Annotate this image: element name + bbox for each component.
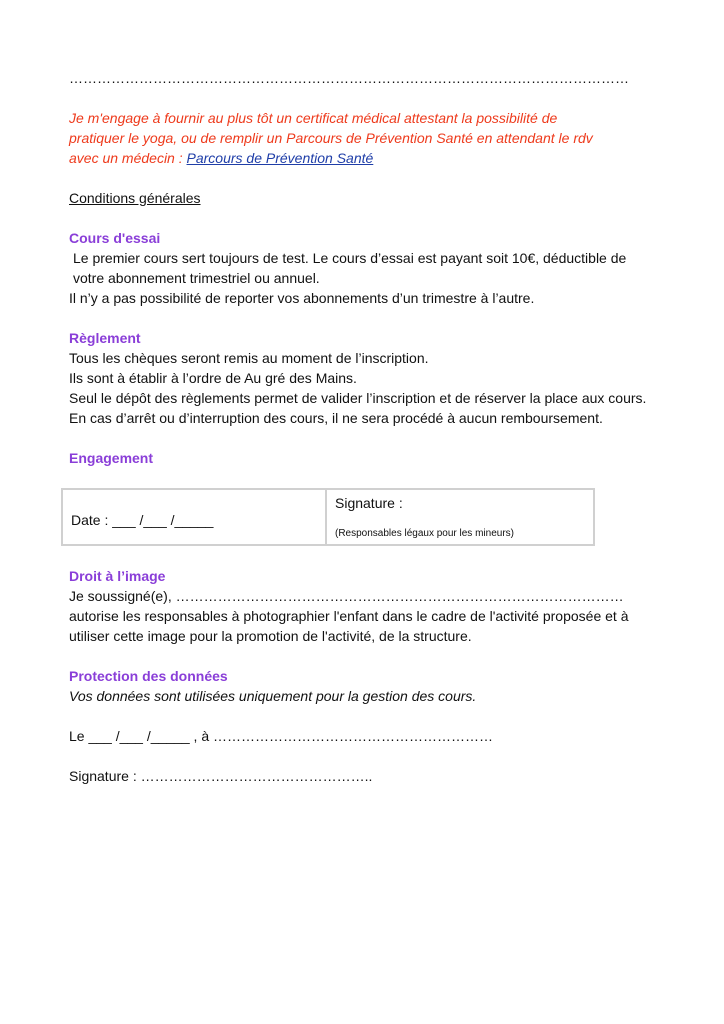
protection-text: Vos données sont utilisées uniquement pour la gestion des cours. bbox=[69, 688, 477, 704]
cours-essai-line-2: Il n’y a pas possibilité de reporter vos abonnements d’un trimestre à l’autre. bbox=[69, 290, 535, 306]
medical-certificate-notice bbox=[69, 108, 614, 168]
signature-note: (Responsables légaux pour les mineurs) bbox=[335, 528, 514, 539]
droit-image-heading: Droit à l’image bbox=[69, 568, 166, 584]
cours-essai-line-1: Le premier cours sert toujours de test. Le cours d’essai est payant soit 10€, déductible de votre abonnement trimestriel ou annuel. bbox=[73, 250, 627, 286]
notice-text: Je m'engage à fournir au plus tôt un certificat médical attestant la possibilité de pratiquer le yoga, ou de remplir un Parcours de Prévention Santé en attendant le rdv avec un médecin : bbox=[69, 110, 593, 166]
signature-field[interactable] bbox=[326, 489, 594, 545]
reglement-line-2: Ils sont à établir à l’ordre de Au gré des Mains. bbox=[69, 370, 357, 386]
reglement-line-3: Seul le dépôt des règlements permet de valider l’inscription et de réserver la place aux cours. bbox=[69, 390, 647, 406]
droit-image-line-2: autorise les responsables à photographier l'enfant dans le cadre de l'activité proposée et à utiliser cette image pour la promotion de l'activité, de la structure. bbox=[69, 608, 629, 644]
conditions-title: Conditions générales bbox=[69, 190, 201, 206]
dotted-fill-line: ………………………………………………………………………………………………………… bbox=[69, 70, 629, 86]
date-field[interactable] bbox=[62, 489, 326, 545]
document-page bbox=[69, 68, 659, 786]
signature-label: Signature : bbox=[335, 495, 403, 511]
engagement-table bbox=[61, 488, 595, 546]
date-place-line: Le ___ /___ /_____ , à …………………………………………………… bbox=[69, 728, 494, 744]
protection-heading: Protection des données bbox=[69, 668, 228, 684]
reglement-heading: Règlement bbox=[69, 330, 141, 346]
reglement-line-4: En cas d’arrêt ou d’interruption des cours, il ne sera procédé à aucun remboursement. bbox=[69, 410, 603, 426]
reglement-line-1: Tous les chèques seront remis au moment de l’inscription. bbox=[69, 350, 429, 366]
droit-image-line-1: Je soussigné(e), …………………………………………………………………………………… bbox=[69, 588, 624, 604]
signature-line: Signature : ………………………………………….. bbox=[69, 768, 373, 784]
prevention-sante-link[interactable]: Parcours de Prévention Santé bbox=[186, 150, 374, 166]
engagement-heading: Engagement bbox=[69, 450, 154, 466]
date-label: Date : ___ /___ /_____ bbox=[71, 512, 214, 528]
cours-essai-heading: Cours d'essai bbox=[69, 230, 161, 246]
